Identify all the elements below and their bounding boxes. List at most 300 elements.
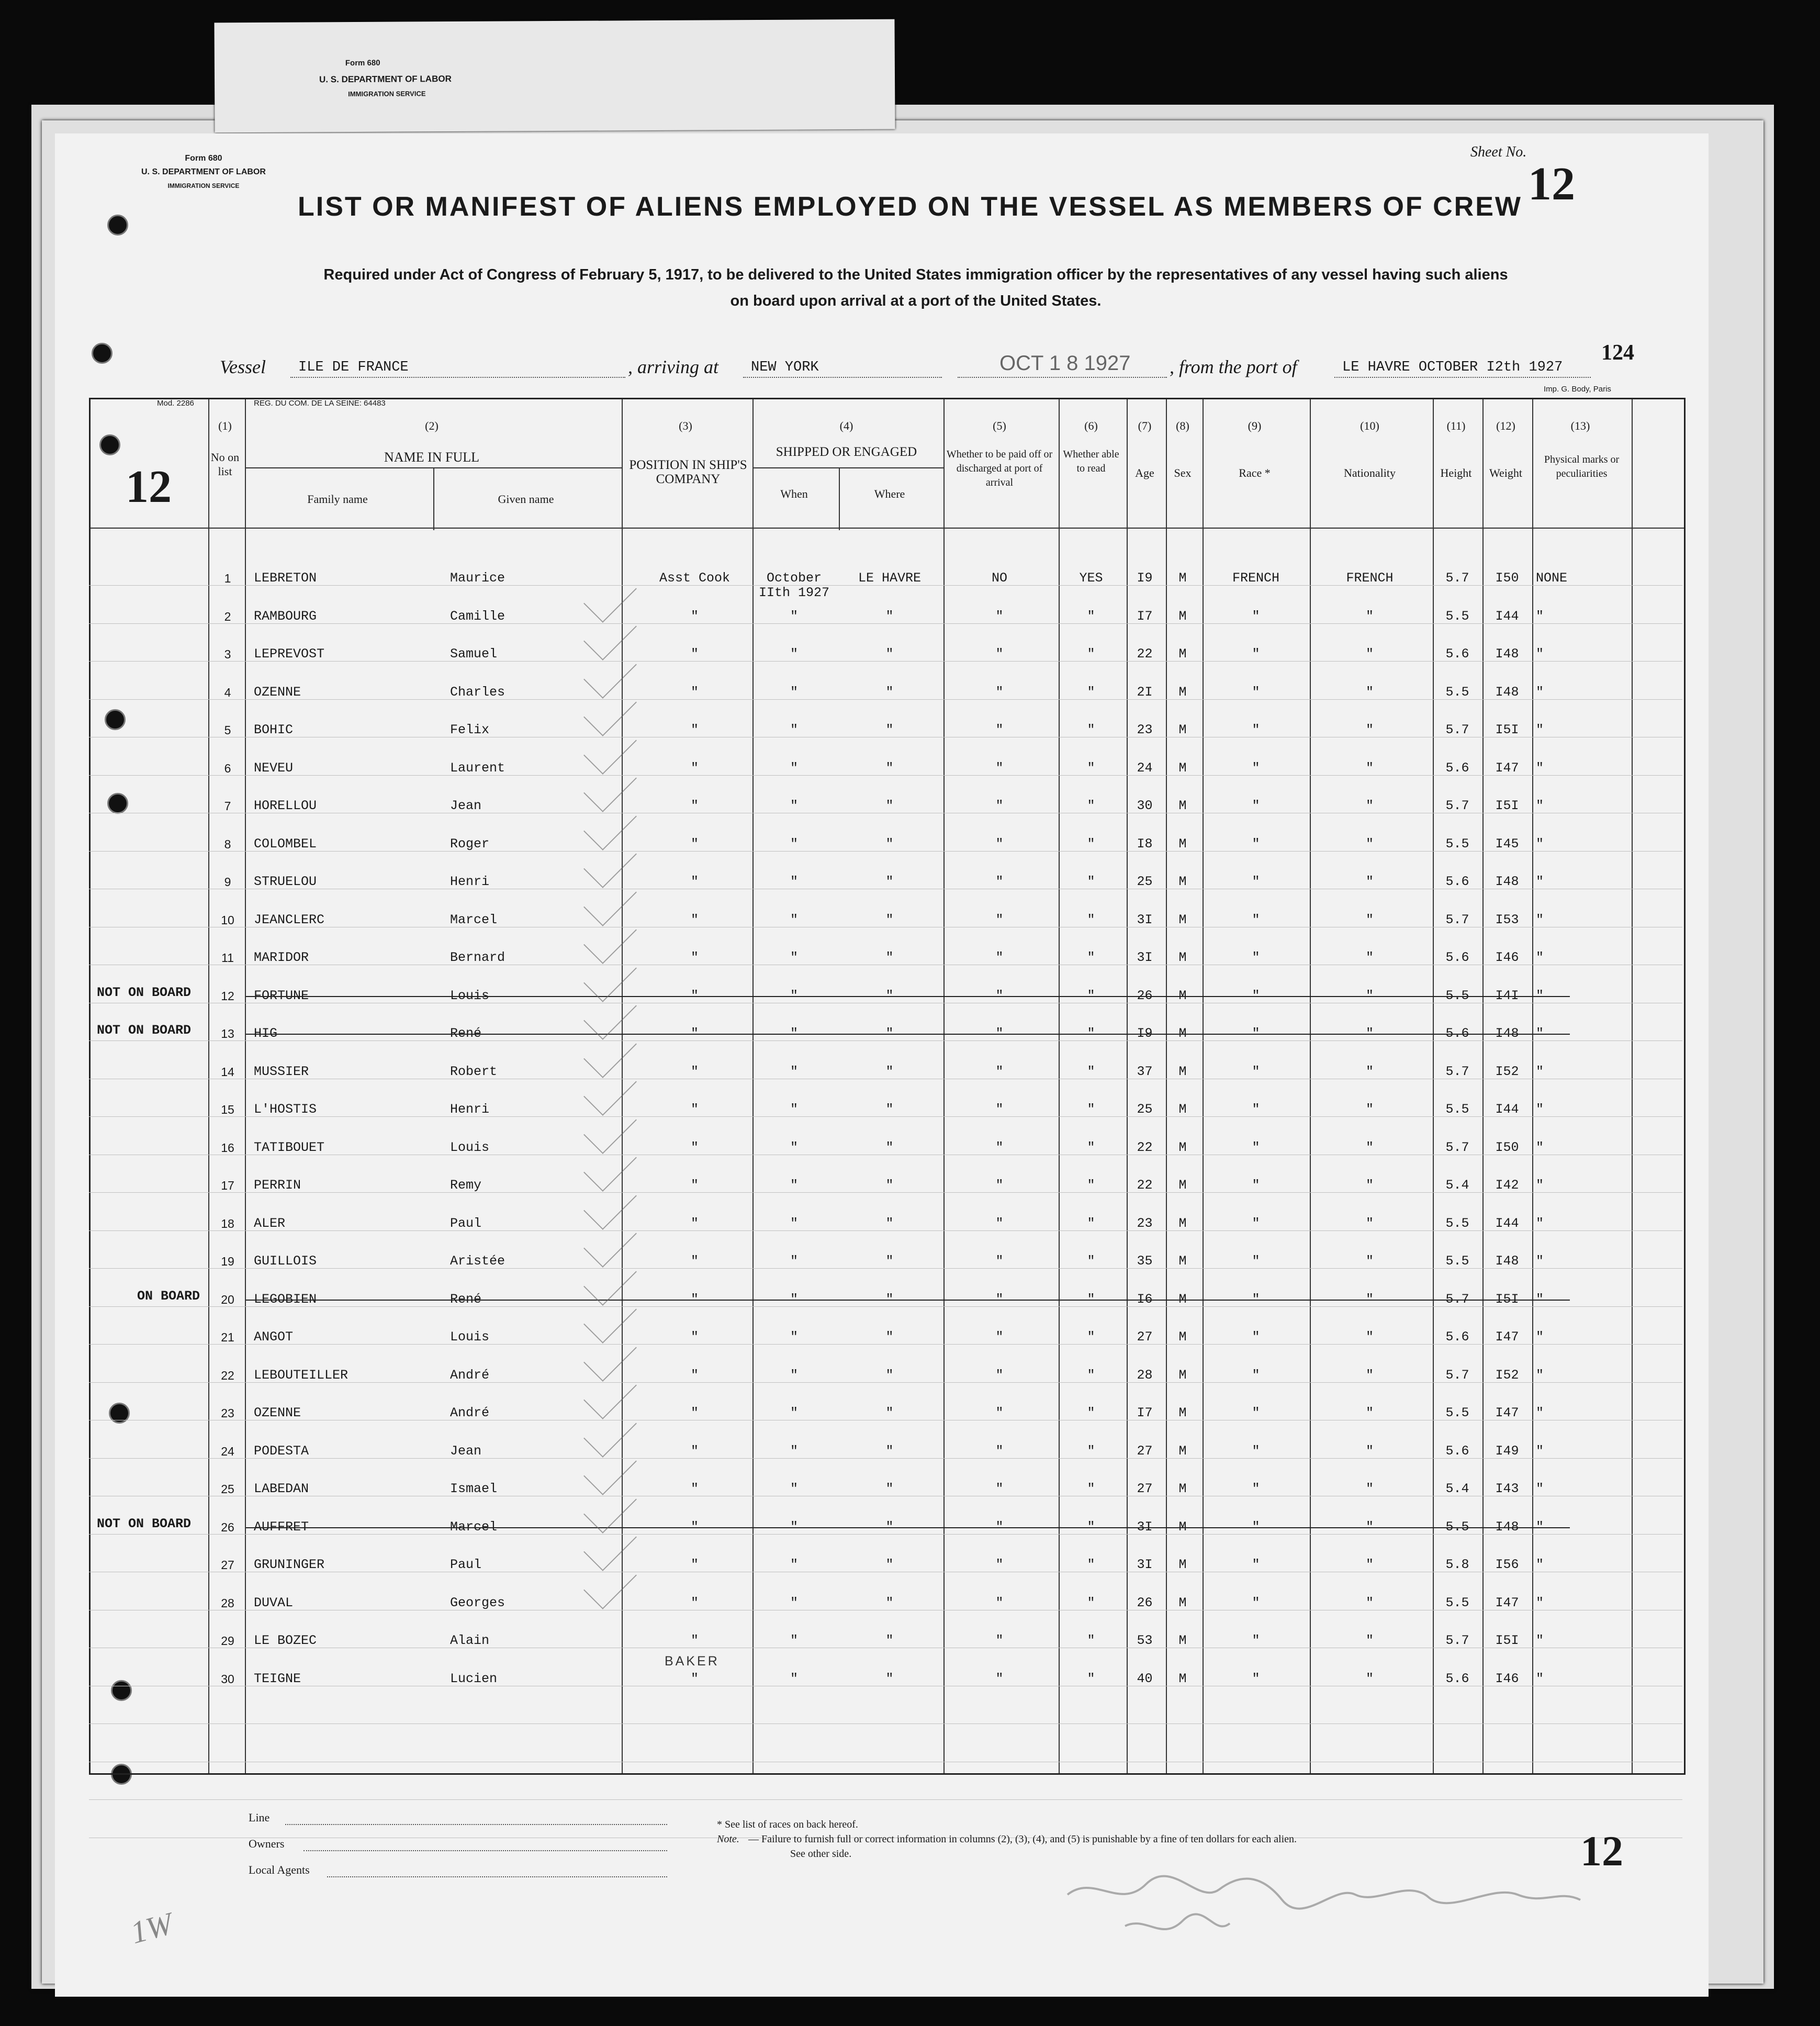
cell-sex: M (1178, 1139, 1187, 1155)
cell-age: I7 (1137, 1405, 1153, 1420)
cell-family: GRUNINGER (254, 1557, 325, 1572)
cell-given: Robert (450, 1064, 498, 1079)
cell-paid: " (995, 646, 1004, 662)
top-tab-sheet (214, 19, 895, 133)
cell-height: 5.7 (1445, 1064, 1469, 1079)
cell-sex: M (1178, 646, 1187, 662)
cell-age: 37 (1137, 1064, 1153, 1079)
row-number: 23 (221, 1406, 234, 1420)
cell-when: " (790, 1215, 798, 1231)
cell-marks: " (1536, 836, 1544, 852)
cell-race: " (1252, 1367, 1260, 1383)
cell-race: " (1252, 608, 1260, 624)
cell-marks: " (1536, 1671, 1544, 1686)
cell-family: LEGOBIEN (254, 1291, 317, 1307)
cell-nat: " (1365, 722, 1374, 737)
cell-given: Marcel (450, 1519, 498, 1535)
cell-sex: M (1178, 1215, 1187, 1231)
row-number: 26 (221, 1520, 234, 1534)
cell-where: " (885, 798, 894, 813)
cell-nat: " (1365, 950, 1374, 965)
cell-family: LABEDAN (254, 1481, 309, 1496)
cell-position: " (690, 1139, 699, 1155)
cell-when: " (790, 836, 798, 852)
cell-when: " (790, 1329, 798, 1345)
cell-marks: " (1536, 988, 1544, 1003)
cell-given: Louis (450, 1139, 490, 1155)
cell-race: " (1252, 1291, 1260, 1307)
cell-sex: M (1178, 1102, 1187, 1117)
from-port-label: , from the port of (1170, 356, 1297, 377)
cell-family: L'HOSTIS (254, 1102, 317, 1117)
cell-read: " (1087, 988, 1095, 1003)
cell-when: " (790, 1481, 798, 1496)
cell-given: Aristée (450, 1253, 505, 1269)
cell-marks: " (1536, 912, 1544, 927)
cell-age: 3I (1137, 950, 1153, 965)
document-title: LIST OR MANIFEST OF ALIENS EMPLOYED ON THE VESSEL AS MEMBERS OF CREW (298, 192, 1522, 222)
cell-family: COLOMBEL (254, 836, 317, 852)
cell-read: " (1087, 874, 1095, 889)
cell-read: " (1087, 722, 1095, 737)
cell-position: " (690, 988, 699, 1003)
row-number: 25 (221, 1482, 234, 1496)
cell-paid: " (995, 684, 1004, 700)
cell-position: " (690, 874, 699, 889)
col10-header: Nationality (1344, 466, 1396, 479)
cell-position: " (690, 836, 699, 852)
cell-paid: " (995, 1215, 1004, 1231)
cell-when: " (790, 1671, 798, 1686)
cell-marks: " (1536, 1481, 1544, 1496)
cell-where: " (885, 646, 894, 662)
cell-given: Charles (450, 684, 505, 700)
row-number: 12 (221, 989, 234, 1003)
cell-weight: I47 (1495, 760, 1519, 776)
cell-nat: " (1365, 608, 1374, 624)
cell-race: " (1252, 798, 1260, 813)
col12-header: Weight (1489, 466, 1522, 479)
cell-weight: I50 (1495, 1139, 1519, 1155)
cell-race: " (1252, 722, 1260, 737)
cell-weight: I5I (1495, 1633, 1519, 1648)
cell-given: Marcel (450, 912, 498, 927)
cell-height: 5.6 (1445, 1671, 1469, 1686)
col8-header: Sex (1174, 466, 1192, 479)
col11-header: Height (1440, 466, 1472, 479)
cell-when: " (790, 1633, 798, 1648)
cell-weight: I47 (1495, 1405, 1519, 1420)
cell-given: Jean (450, 1443, 482, 1459)
arrival-port: NEW YORK (751, 360, 819, 375)
cell-position: " (690, 1329, 699, 1345)
cell-sex: M (1178, 570, 1187, 586)
cell-age: I9 (1137, 1026, 1153, 1041)
sheet-mark-large: 12 (126, 462, 172, 512)
cell-age: 27 (1137, 1443, 1153, 1459)
cell-family: BOHIC (254, 722, 294, 737)
cell-given: René (450, 1291, 482, 1307)
cell-age: 26 (1137, 1595, 1153, 1610)
col6-number: (6) (1084, 419, 1098, 432)
cell-sex: M (1178, 1405, 1187, 1420)
col1-header: No on list (210, 451, 240, 478)
cell-age: 3I (1137, 1557, 1153, 1572)
cell-sex: M (1178, 1557, 1187, 1572)
cell-family: ALER (254, 1215, 286, 1231)
cell-race: " (1252, 1443, 1260, 1459)
cell-given: Maurice (450, 570, 505, 586)
cell-marks: " (1536, 722, 1544, 737)
cell-when: " (790, 950, 798, 965)
cell-nat: " (1365, 1329, 1374, 1345)
cell-paid: " (995, 722, 1004, 737)
cell-when: " (790, 798, 798, 813)
col2-header: NAME IN FULL (384, 450, 479, 465)
cell-position: " (690, 950, 699, 965)
cell-nat: " (1365, 988, 1374, 1003)
col1-number: (1) (218, 419, 232, 432)
footer-owners-label: Owners (249, 1837, 285, 1850)
cell-family: ANGOT (254, 1329, 294, 1345)
cell-race: " (1252, 1026, 1260, 1041)
cell-paid: " (995, 1443, 1004, 1459)
cell-given: André (450, 1405, 490, 1420)
cell-weight: I45 (1495, 836, 1519, 852)
row-number: 14 (221, 1065, 234, 1079)
margin-pencil-mark: 1W (127, 1906, 177, 1951)
cell-family: HORELLOU (254, 798, 317, 813)
sheet-number: 12 (1528, 158, 1575, 210)
cell-race: " (1252, 1405, 1260, 1420)
cell-age: 40 (1137, 1671, 1153, 1686)
cell-when: " (790, 1178, 798, 1193)
cell-paid: " (995, 1367, 1004, 1383)
cell-read: " (1087, 1519, 1095, 1535)
cell-given: Roger (450, 836, 490, 852)
cell-age: 24 (1137, 760, 1153, 776)
cell-where: " (885, 1519, 894, 1535)
cell-paid: " (995, 1178, 1004, 1193)
row-number: 18 (221, 1216, 234, 1230)
registry-number: REG. DU COM. DE LA SEINE: 64483 (254, 399, 386, 408)
cell-age: 53 (1137, 1633, 1153, 1648)
cell-race: " (1252, 1633, 1260, 1648)
cell-weight: I48 (1495, 1026, 1519, 1041)
cell-race: " (1252, 1253, 1260, 1269)
row-number: 27 (221, 1558, 234, 1572)
cell-age: 25 (1137, 874, 1153, 889)
cell-sex: M (1178, 950, 1187, 965)
cell-weight: I46 (1495, 950, 1519, 965)
cell-age: I8 (1137, 836, 1153, 852)
cell-marks: " (1536, 1026, 1544, 1041)
cell-race: " (1252, 760, 1260, 776)
cell-where: " (885, 1405, 894, 1420)
vessel-name: ILE DE FRANCE (298, 360, 409, 375)
cell-marks: " (1536, 684, 1544, 700)
cell-sex: M (1178, 760, 1187, 776)
cell-paid: " (995, 1519, 1004, 1535)
cell-read: " (1087, 1102, 1095, 1117)
cell-position: " (690, 912, 699, 927)
cell-sex: M (1178, 1443, 1187, 1459)
cell-given: Camille (450, 608, 505, 624)
cell-age: 23 (1137, 1215, 1153, 1231)
cell-where: " (885, 1443, 894, 1459)
col4-number: (4) (839, 419, 853, 432)
cell-read: " (1087, 1178, 1095, 1193)
cell-marks: NONE (1536, 570, 1568, 586)
cell-read: " (1087, 1443, 1095, 1459)
cell-read: " (1087, 1405, 1095, 1420)
col4-header: SHIPPED OR ENGAGED (776, 445, 917, 459)
cell-paid: " (995, 1026, 1004, 1041)
cell-sex: M (1178, 1519, 1187, 1535)
row-number: 15 (221, 1103, 234, 1116)
cell-when: " (790, 1253, 798, 1269)
cell-marks: " (1536, 1102, 1544, 1117)
footer-line-label: Line (249, 1811, 270, 1824)
cell-where: " (885, 1178, 894, 1193)
row-number: 6 (224, 761, 231, 775)
cell-paid: " (995, 1557, 1004, 1572)
cell-when: " (790, 722, 798, 737)
cell-age: I6 (1137, 1291, 1153, 1307)
cell-read: " (1087, 684, 1095, 700)
cell-position: " (690, 1291, 699, 1307)
cell-read: " (1087, 1595, 1095, 1610)
cell-nat: " (1365, 1519, 1374, 1535)
cell-read: " (1087, 1633, 1095, 1648)
cell-height: 5.6 (1445, 1443, 1469, 1459)
col9-header: Race * (1239, 466, 1271, 479)
cell-paid: " (995, 608, 1004, 624)
not-on-board-note: NOT ON BOARD (97, 1516, 192, 1531)
cell-when: " (790, 684, 798, 700)
col4-where-header: Where (874, 487, 905, 500)
cell-height: 5.7 (1445, 1633, 1469, 1648)
cell-height: 5.5 (1445, 608, 1469, 624)
cell-race: " (1252, 912, 1260, 927)
cell-position: " (690, 1215, 699, 1231)
cell-position: " (690, 1481, 699, 1496)
cell-when: " (790, 1595, 798, 1610)
cell-position: " (690, 1026, 699, 1041)
cell-weight: I42 (1495, 1178, 1519, 1193)
cell-weight: I48 (1495, 646, 1519, 662)
col2-family-header: Family name (307, 492, 368, 506)
cell-paid: " (995, 1102, 1004, 1117)
row-number: 3 (224, 647, 231, 661)
cell-height: 5.7 (1445, 798, 1469, 813)
cell-when: " (790, 760, 798, 776)
cell-nat: " (1365, 798, 1374, 813)
cell-when: " (790, 1519, 798, 1535)
cell-family: PODESTA (254, 1443, 309, 1459)
cell-height: 5.6 (1445, 874, 1469, 889)
cell-height: 5.5 (1445, 1102, 1469, 1117)
cell-where: " (885, 1367, 894, 1383)
cell-where: " (885, 1329, 894, 1345)
cell-where: " (885, 722, 894, 737)
page-number: 124 (1601, 341, 1634, 365)
footer-race-note: * See list of races on back hereof. (717, 1819, 858, 1830)
cell-read: " (1087, 1215, 1095, 1231)
row-number: 10 (221, 913, 234, 927)
cell-family: GUILLOIS (254, 1253, 317, 1269)
cell-race: " (1252, 836, 1260, 852)
cell-read: " (1087, 912, 1095, 927)
cell-nat: " (1365, 1557, 1374, 1572)
cell-marks: " (1536, 1253, 1544, 1269)
cell-marks: " (1536, 1215, 1544, 1231)
cell-position: " (690, 1557, 699, 1572)
cell-nat: " (1365, 1064, 1374, 1079)
cell-sex: M (1178, 1064, 1187, 1079)
handwritten-baker-note: BAKER (665, 1654, 720, 1669)
cell-when: " (790, 646, 798, 662)
cell-marks: " (1536, 1633, 1544, 1648)
cell-read: " (1087, 1671, 1095, 1686)
cell-family: MARIDOR (254, 950, 309, 965)
cell-nat: " (1365, 1253, 1374, 1269)
col9-number: (9) (1248, 419, 1262, 432)
cell-position: " (690, 1443, 699, 1459)
cell-nat: " (1365, 836, 1374, 852)
row-number: 28 (221, 1596, 234, 1610)
col7-number: (7) (1138, 419, 1152, 432)
cell-race: " (1252, 1215, 1260, 1231)
cell-sex: M (1178, 1633, 1187, 1648)
col3-header: POSITION IN SHIP'S COMPANY (629, 458, 747, 486)
cell-nat: " (1365, 1595, 1374, 1610)
cell-weight: I49 (1495, 1443, 1519, 1459)
cell-given: Felix (450, 722, 490, 737)
cell-nat: " (1365, 1405, 1374, 1420)
col2-number: (2) (425, 419, 439, 432)
cell-height: 5.5 (1445, 684, 1469, 700)
cell-paid: " (995, 1329, 1004, 1345)
cell-sex: M (1178, 608, 1187, 624)
col2-given-header: Given name (498, 492, 554, 506)
cell-family: OZENNE (254, 684, 301, 700)
cell-paid: " (995, 836, 1004, 852)
cell-when: " (790, 1443, 798, 1459)
cell-paid: " (995, 950, 1004, 965)
cell-given: Henri (450, 1102, 490, 1117)
cell-age: 22 (1137, 646, 1153, 662)
cell-nat: " (1365, 760, 1374, 776)
row-number: 1 (224, 572, 231, 585)
cell-nat: " (1365, 1291, 1374, 1307)
cell-given: Samuel (450, 646, 498, 662)
cell-position: " (690, 1178, 699, 1193)
cell-given: Remy (450, 1178, 482, 1193)
cell-where: " (885, 988, 894, 1003)
cell-where: " (885, 950, 894, 965)
col4-when-header: When (780, 487, 808, 500)
cell-read: " (1087, 608, 1095, 624)
cell-position: " (690, 1102, 699, 1117)
cell-sex: M (1178, 874, 1187, 889)
cell-age: 22 (1137, 1178, 1153, 1193)
cell-age: 35 (1137, 1253, 1153, 1269)
cell-height: 5.7 (1445, 570, 1469, 586)
cell-where: " (885, 1064, 894, 1079)
document-subtitle: Required under Act of Congress of February 5, 1917, to be delivered to the United States immigration officer by the representatives of any vessel having such aliens on board upon arrival at a port of the United States. (323, 266, 1508, 309)
cell-where: " (885, 836, 894, 852)
footer-agents-label: Local Agents (249, 1863, 310, 1876)
cell-read: " (1087, 646, 1095, 662)
cell-paid: " (995, 988, 1004, 1003)
cell-where: " (885, 1026, 894, 1041)
cell-weight: I44 (1495, 1215, 1519, 1231)
cell-marks: " (1536, 1367, 1544, 1383)
cell-race: " (1252, 1557, 1260, 1572)
cell-age: 3I (1137, 912, 1153, 927)
cell-paid: " (995, 1405, 1004, 1420)
cell-marks: " (1536, 1443, 1544, 1459)
cell-family: FORTUNE (254, 988, 309, 1003)
cell-nat: " (1365, 1102, 1374, 1117)
cell-marks: " (1536, 1139, 1544, 1155)
cell-paid: " (995, 1253, 1004, 1269)
row-number: 19 (221, 1255, 234, 1268)
row-number: 4 (224, 685, 231, 699)
cell-height: 5.7 (1445, 1367, 1469, 1383)
cell-read: " (1087, 1481, 1095, 1496)
cell-marks: " (1536, 874, 1544, 889)
cell-race: " (1252, 1139, 1260, 1155)
cell-sex: M (1178, 1595, 1187, 1610)
cell-when: " (790, 988, 798, 1003)
cell-sex: M (1178, 1671, 1187, 1686)
cell-read: " (1087, 1557, 1095, 1572)
cell-when: " (790, 1064, 798, 1079)
cell-position: " (690, 1519, 699, 1535)
cell-age: I7 (1137, 608, 1153, 624)
cell-given: Paul (450, 1215, 482, 1231)
cell-given: Georges (450, 1595, 505, 1610)
col6-header: Whether able to read (1063, 449, 1119, 474)
cell-where: " (885, 1139, 894, 1155)
cell-height: 5.5 (1445, 836, 1469, 852)
strike-through-line (246, 996, 1570, 997)
cell-age: 27 (1137, 1481, 1153, 1496)
col10-number: (10) (1360, 419, 1379, 432)
cell-height: 5.5 (1445, 1595, 1469, 1610)
col7-header: Age (1135, 466, 1154, 479)
printer-credit: Imp. G. Body, Paris (1544, 385, 1611, 394)
cell-position: " (690, 760, 699, 776)
cell-marks: " (1536, 1064, 1544, 1079)
cell-family: OZENNE (254, 1405, 301, 1420)
cell-family: RAMBOURG (254, 608, 317, 624)
cell-family: AUFFRET (254, 1519, 309, 1535)
cell-weight: I47 (1495, 1595, 1519, 1610)
cell-paid: " (995, 1139, 1004, 1155)
cell-read: " (1087, 836, 1095, 852)
cell-age: I9 (1137, 570, 1153, 586)
departure-port-date: LE HAVRE OCTOBER I2th 1927 (1342, 360, 1563, 375)
cell-given: Ismael (450, 1481, 498, 1496)
cell-sex: M (1178, 912, 1187, 927)
arrival-date-stamp: OCT 1 8 1927 (999, 352, 1131, 375)
cell-race: " (1252, 1178, 1260, 1193)
cell-marks: " (1536, 608, 1544, 624)
cell-age: 27 (1137, 1329, 1153, 1345)
